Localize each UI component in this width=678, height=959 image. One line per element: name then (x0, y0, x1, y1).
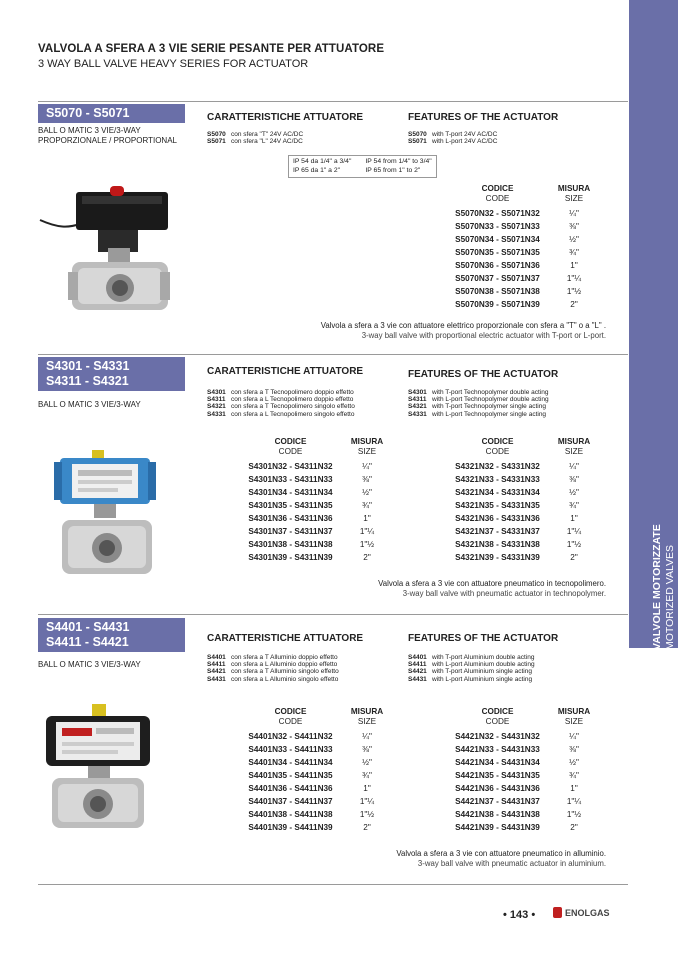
size-cell: ⅜" (362, 475, 372, 484)
feature-code: S4411 (207, 661, 226, 669)
code-cell: S4301N33 - S4311N33 (248, 475, 333, 484)
section3-features-en (408, 654, 535, 683)
col-code-label: CODICE (481, 437, 514, 446)
code-cell: S4421N34 - S4431N34 (455, 758, 540, 767)
feature-code: S5071 (207, 138, 226, 146)
table-row (238, 782, 391, 795)
size-cell: ¼" (569, 462, 579, 471)
table-row (238, 486, 391, 499)
feature-line (207, 661, 339, 668)
col-code-label-en: CODE (485, 717, 510, 726)
feature-text: with T-port 24V AC/DC (432, 131, 498, 138)
table-row (445, 821, 598, 834)
side-tab-line1: VALVOLE MOTORIZZATE (651, 524, 663, 650)
ip-it-line1: IP 54 da 1/4" a 3/4" (293, 158, 352, 165)
feature-line (408, 396, 549, 403)
feature-text: con sfera "L" 24V AC/DC (231, 138, 303, 146)
table-row (445, 730, 598, 743)
feature-line (207, 668, 339, 675)
size-cell: ¼" (569, 209, 579, 218)
size-cell: 1"½ (566, 540, 582, 549)
feature-text: con sfera a L Alluminio singolo effetto (231, 675, 339, 683)
pneumatic-actuator-valve-image (52, 448, 162, 580)
code-cell: S4301N35 - S4311N35 (248, 501, 333, 510)
size-cell: 1"½ (566, 287, 582, 296)
feature-code: S4401 (207, 654, 226, 661)
feature-code: S4431 (207, 675, 226, 683)
col-code-label-en: CODE (278, 447, 303, 456)
section-divider (38, 101, 628, 102)
col-code-label-en: CODE (485, 194, 510, 203)
table-header (238, 437, 391, 457)
size-cell: ½" (362, 758, 372, 767)
section1-footer (321, 321, 606, 341)
feature-line (408, 411, 549, 418)
section1-footer-en: 3-way ball valve with proportional electric actuator with T-port or L-port. (361, 331, 606, 340)
col-code-label: CODICE (481, 707, 514, 716)
table-header (445, 437, 598, 457)
size-cell: ½" (362, 488, 372, 497)
feature-line (408, 668, 535, 675)
feature-code: S4301 (408, 389, 427, 396)
page-number-value: 143 (509, 909, 529, 921)
code-cell: S4301N32 - S4311N32 (248, 462, 333, 471)
table-row (238, 808, 391, 821)
section1-features-it (207, 131, 303, 145)
section3-badge-line1: S4401 - S4431 (46, 620, 130, 634)
code-cell: S4401N34 - S4411N34 (248, 758, 333, 767)
table-row (445, 756, 598, 769)
feature-line (408, 661, 535, 668)
col-size-label: MISURA (350, 437, 384, 446)
code-cell: S5070N37 - S5071N37 (455, 274, 540, 283)
section1-code-table (445, 184, 598, 311)
size-cell: 2" (363, 823, 371, 832)
feature-line (408, 676, 535, 683)
code-cell: S4421N37 - S4431N37 (455, 797, 540, 806)
size-cell: ¾" (569, 248, 579, 257)
page-title: VALVOLA A SFERA A 3 VIE SERIE PESANTE PER ATTUATORE (38, 43, 385, 55)
code-cell: S4421N35 - S4431N35 (455, 771, 540, 780)
table-row (238, 821, 391, 834)
page-subtitle: 3 WAY BALL VALVE HEAVY SERIES FOR ACTUATOR (38, 58, 309, 70)
code-cell: S4321N32 - S4331N32 (455, 462, 540, 471)
feature-text: con sfera a T Tecnopolimero doppio effetto (231, 389, 354, 396)
feature-code: S4401 (408, 654, 427, 661)
section-divider (38, 354, 628, 355)
feature-code: S4331 (207, 410, 226, 418)
section3-badge (38, 618, 185, 652)
size-cell: 1"¼ (566, 527, 582, 536)
section3-features-it (207, 654, 339, 683)
code-cell: S4401N39 - S4411N39 (248, 823, 333, 832)
feature-code: S4301 (207, 389, 226, 396)
col-code-label-en: CODE (278, 717, 303, 726)
table-row (238, 769, 391, 782)
section3-footer-it: Valvola a sfera a 3 vie con attuatore pneumatico in alluminio. (396, 849, 606, 858)
size-cell: 1"¼ (359, 797, 375, 806)
section1-subtitle (38, 126, 177, 146)
col-size-label: MISURA (557, 707, 591, 716)
feature-text: with L-port Aluminium double acting (432, 661, 535, 669)
table-row (445, 525, 598, 538)
table-row (445, 298, 598, 311)
brand-mark-icon (553, 907, 562, 918)
feature-code: S4421 (408, 668, 427, 676)
ip-en-line1: IP 54 from 1/4" to 3/4" (365, 158, 432, 165)
feature-text: with T-port Aluminium single acting (432, 668, 532, 676)
feature-code: S4431 (408, 675, 427, 683)
code-cell: S4301N36 - S4311N36 (248, 514, 333, 523)
table-row (445, 259, 598, 272)
code-cell: S5070N36 - S5071N36 (455, 261, 540, 270)
size-cell: 2" (570, 553, 578, 562)
feature-code: S5070 (408, 131, 427, 138)
section2-badge-line1: S4301 - S4331 (46, 359, 130, 373)
section3-features-it-title: CARATTERISTICHE ATTUATORE (207, 633, 364, 644)
table-row (445, 551, 598, 564)
size-cell: 1" (570, 261, 578, 270)
code-cell: S4401N35 - S4411N35 (248, 771, 333, 780)
feature-line (207, 411, 355, 418)
table-row (445, 272, 598, 285)
code-cell: S4401N33 - S4411N33 (248, 745, 333, 754)
table-row (445, 808, 598, 821)
size-cell: 1"¼ (359, 527, 375, 536)
table-row (238, 795, 391, 808)
size-cell: ⅜" (569, 222, 579, 231)
table-row (238, 512, 391, 525)
side-tab-line2: MOTORIZED VALVES (664, 544, 676, 650)
col-size-label: MISURA (350, 707, 384, 716)
size-cell: ¾" (569, 771, 579, 780)
col-size-label-en: SIZE (564, 194, 584, 203)
section2-subtitle: BALL O MATIC 3 VIE/3-WAY (38, 400, 141, 409)
section1-subtitle-line2: PROPORZIONALE / PROPORTIONAL (38, 136, 177, 145)
col-code-label: CODICE (274, 437, 307, 446)
section1-subtitle-line1: BALL O MATIC 3 VIE/3-WAY (38, 126, 141, 135)
table-row (445, 473, 598, 486)
size-cell: ⅜" (362, 745, 372, 754)
feature-text: con sfera a L Alluminio doppio effetto (231, 661, 338, 669)
table-row (445, 743, 598, 756)
code-cell: S4401N36 - S4411N36 (248, 784, 333, 793)
section1-badge: S5070 - S5071 (38, 104, 185, 123)
feature-line (408, 131, 497, 138)
code-cell: S4421N38 - S4431N38 (455, 810, 540, 819)
feature-text: with L-port Aluminium single acting (432, 675, 533, 683)
feature-line (408, 654, 535, 661)
size-cell: 1" (570, 514, 578, 523)
feature-line (207, 389, 355, 396)
code-cell: S4421N36 - S4431N36 (455, 784, 540, 793)
feature-text: with L-port Technopolymer double acting (432, 396, 549, 404)
table-row (445, 512, 598, 525)
table-row (445, 460, 598, 473)
section2-badge (38, 357, 185, 391)
section2-code-table-right (445, 437, 598, 564)
code-cell: S4321N37 - S4331N37 (455, 527, 540, 536)
col-code-label: CODICE (481, 184, 514, 193)
table-row (445, 499, 598, 512)
size-cell: 1"½ (566, 810, 582, 819)
table-row (238, 538, 391, 551)
size-cell: 1" (363, 514, 371, 523)
feature-text: con sfera a T Tecnopolimero singolo effetto (231, 403, 355, 411)
brand-logo (553, 907, 610, 918)
feature-code: S4321 (207, 403, 226, 411)
section2-features-en (408, 389, 549, 418)
table-row (238, 473, 391, 486)
section2-badge-line2: S4311 - S4321 (46, 374, 129, 388)
col-size-label-en: SIZE (357, 447, 377, 456)
code-cell: S4301N39 - S4311N39 (248, 553, 333, 562)
size-cell: 1" (363, 784, 371, 793)
section3-features-en-title: FEATURES OF THE ACTUATOR (408, 633, 559, 644)
feature-line (207, 138, 303, 145)
size-cell: ¼" (362, 732, 372, 741)
side-tab-label (631, 490, 677, 650)
size-cell: 1"¼ (566, 797, 582, 806)
section1-features-en (408, 131, 497, 145)
table-row (238, 756, 391, 769)
feature-text: with T-port Aluminium double acting (432, 654, 535, 661)
table-row (445, 795, 598, 808)
code-cell: S4301N38 - S4311N38 (248, 540, 333, 549)
feature-line (207, 654, 339, 661)
section-divider (38, 884, 628, 885)
feature-text: con sfera a T Alluminio singolo effetto (231, 668, 339, 676)
feature-code: S4311 (207, 396, 226, 404)
section1-footer-it: Valvola a sfera a 3 vie con attuatore elettrico proporzionale con sfera a "T" o a "L" . (320, 321, 606, 330)
size-cell: 1" (570, 784, 578, 793)
code-cell: S4321N35 - S4331N35 (455, 501, 540, 510)
code-cell: S4401N37 - S4411N37 (248, 797, 333, 806)
table-row (445, 207, 598, 220)
section2-features-it (207, 389, 355, 418)
size-cell: ¾" (362, 501, 372, 510)
section3-code-table-left (238, 707, 391, 834)
code-cell: S5070N38 - S5071N38 (455, 287, 540, 296)
col-code-label-en: CODE (485, 447, 510, 456)
section2-footer-it: Valvola a sfera a 3 vie con attuatore pneumatico in tecnopolimero. (378, 579, 606, 588)
size-cell: 1"½ (359, 810, 375, 819)
section2-footer (378, 579, 606, 599)
section2-footer-en: 3-way ball valve with pneumatic actuator in technopolymer. (402, 589, 606, 598)
feature-line (207, 396, 355, 403)
code-cell: S4301N37 - S4311N37 (248, 527, 333, 536)
size-cell: ¼" (362, 462, 372, 471)
section2-features-it-title: CARATTERISTICHE ATTUATORE (207, 366, 364, 377)
feature-text: with T-port Technopolymer single acting (432, 403, 546, 411)
table-header (445, 707, 598, 727)
ip-en-line2: IP 65 from 1" to 2" (365, 166, 421, 174)
section1-features-en-title: FEATURES OF THE ACTUATOR (408, 112, 559, 123)
feature-line (207, 676, 339, 683)
size-cell: ½" (569, 488, 579, 497)
electric-actuator-valve-image (38, 178, 178, 328)
feature-line (408, 403, 549, 410)
code-cell: S5070N35 - S5071N35 (455, 248, 540, 257)
table-header (238, 707, 391, 727)
ip-rating-box (288, 155, 437, 178)
section1-features-it-title: CARATTERISTICHE ATTUATORE (207, 112, 364, 123)
page-number: • 143 • (503, 909, 536, 921)
ip-it-line2: IP 65 da 1" a 2" (293, 166, 341, 174)
code-cell: S4321N34 - S4331N34 (455, 488, 540, 497)
brand-name: ENOLGAS (565, 907, 610, 918)
feature-text: con sfera a L Tecnopolimero doppio effetto (231, 396, 354, 404)
code-cell: S4321N39 - S4331N39 (455, 553, 540, 562)
col-size-label: MISURA (557, 184, 591, 193)
col-size-label-en: SIZE (564, 717, 584, 726)
size-cell: 2" (570, 823, 578, 832)
size-cell: ¾" (362, 771, 372, 780)
section3-code-table-right (445, 707, 598, 834)
table-row (445, 486, 598, 499)
size-cell: ½" (569, 235, 579, 244)
col-size-label-en: SIZE (357, 717, 377, 726)
feature-code: S4321 (408, 403, 427, 411)
size-cell: ¼" (569, 732, 579, 741)
feature-code: S4311 (408, 396, 427, 404)
code-cell: S5070N34 - S5071N34 (455, 235, 540, 244)
section-divider (38, 614, 628, 615)
size-cell: ⅜" (569, 475, 579, 484)
feature-code: S4421 (207, 668, 226, 676)
table-row (238, 730, 391, 743)
feature-code: S4331 (408, 410, 427, 418)
code-cell: S4321N36 - S4331N36 (455, 514, 540, 523)
code-cell: S5070N39 - S5071N39 (455, 300, 540, 309)
code-cell: S4421N39 - S4431N39 (455, 823, 540, 832)
code-cell: S4321N33 - S4331N33 (455, 475, 540, 484)
feature-line (408, 389, 549, 396)
table-row (445, 246, 598, 259)
size-cell: 2" (363, 553, 371, 562)
table-row (445, 220, 598, 233)
table-row (445, 769, 598, 782)
col-code-label: CODICE (274, 707, 307, 716)
feature-text: con sfera "T" 24V AC/DC (231, 131, 304, 138)
table-row (445, 233, 598, 246)
table-row (445, 538, 598, 551)
feature-text: con sfera a T Alluminio doppio effetto (231, 654, 338, 661)
feature-code: S5070 (207, 131, 226, 138)
table-row (445, 285, 598, 298)
feature-text: with L-port Technopolymer single acting (432, 410, 547, 418)
aluminium-actuator-valve-image (44, 704, 154, 832)
feature-text: con sfera a L Tecnopolimero singolo effetto (231, 410, 355, 418)
code-cell: S4421N33 - S4431N33 (455, 745, 540, 754)
feature-line (207, 131, 303, 138)
table-row (238, 551, 391, 564)
table-row (238, 460, 391, 473)
col-size-label-en: SIZE (564, 447, 584, 456)
code-cell: S4401N32 - S4411N32 (248, 732, 333, 741)
code-cell: S4301N34 - S4311N34 (248, 488, 333, 497)
feature-line (408, 138, 497, 145)
feature-text: with T-port Technopolymer double acting (432, 389, 549, 396)
section2-code-table-left (238, 437, 391, 564)
table-header (445, 184, 598, 204)
size-cell: 1"¼ (566, 274, 582, 283)
feature-line (207, 403, 355, 410)
table-row (238, 525, 391, 538)
size-cell: 2" (570, 300, 578, 309)
code-cell: S4321N38 - S4331N38 (455, 540, 540, 549)
feature-code: S4411 (408, 661, 427, 669)
feature-code: S5071 (408, 138, 427, 146)
code-cell: S5070N33 - S5071N33 (455, 222, 540, 231)
table-row (238, 743, 391, 756)
code-cell: S4421N32 - S4431N32 (455, 732, 540, 741)
section3-badge-line2: S4411 - S4421 (46, 635, 129, 649)
section3-footer-en: 3-way ball valve with pneumatic actuator in aluminium. (417, 859, 606, 868)
section3-footer (396, 849, 606, 869)
table-row (445, 782, 598, 795)
section2-features-en-title: FEATURES OF THE ACTUATOR (408, 369, 559, 380)
size-cell: ¾" (569, 501, 579, 510)
feature-text: with L-port 24V AC/DC (432, 138, 498, 146)
col-size-label: MISURA (557, 437, 591, 446)
code-cell: S4401N38 - S4411N38 (248, 810, 333, 819)
size-cell: 1"½ (359, 540, 375, 549)
table-row (238, 499, 391, 512)
size-cell: ½" (569, 758, 579, 767)
size-cell: ⅜" (569, 745, 579, 754)
section3-subtitle: BALL O MATIC 3 VIE/3-WAY (38, 660, 141, 669)
code-cell: S5070N32 - S5071N32 (455, 209, 540, 218)
